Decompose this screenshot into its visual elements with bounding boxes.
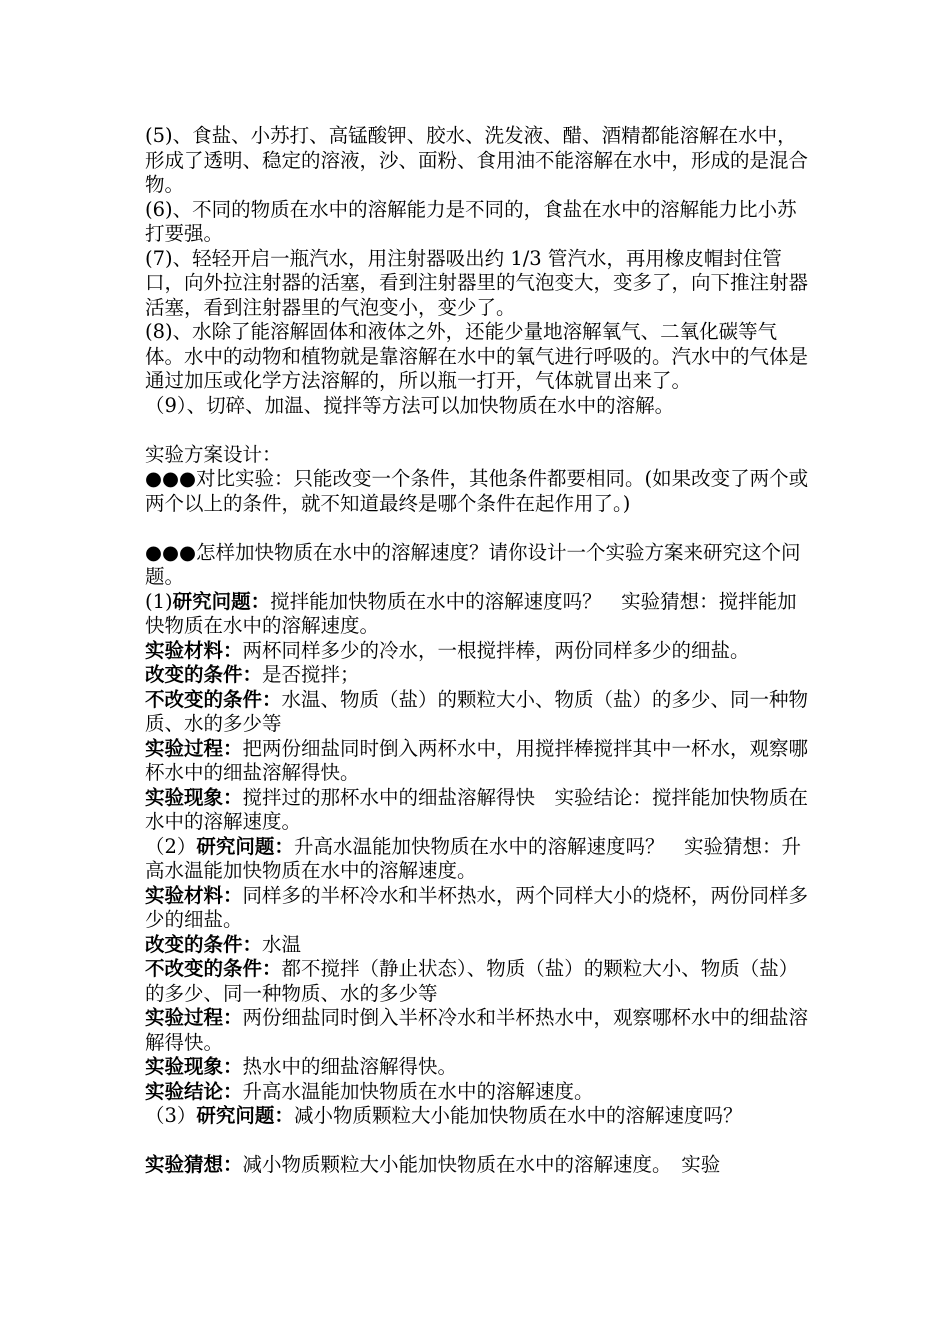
exp1-question	[145, 590, 815, 639]
blank-line	[145, 418, 815, 443]
exp3-question-text: 减小物质颗粒大小能加快物质在水中的溶解速度吗？	[293, 1104, 743, 1127]
exp2-number: （2）	[145, 834, 197, 858]
exp1-changed-condition	[145, 663, 815, 688]
exp1-unchanged-text: 水温、物质（盐）的颗粒大小、物质（盐）的多少、同一种物质、水的多少等	[145, 687, 809, 735]
exp2-phenomenon-text: 热水中的细盐溶解得快。	[242, 1055, 458, 1078]
exp1-unchanged-label: 不改变的条件：	[145, 687, 282, 711]
exp2-process	[145, 1006, 815, 1055]
exp1-phenomenon-label: 实验现象：	[145, 785, 243, 809]
exp3-question	[145, 1104, 815, 1129]
exp2-phenomenon-label: 实验现象：	[145, 1055, 243, 1078]
compare-experiment-note: ●●●对比实验：只能改变一个条件，其他条件都要相同。(如果改变了两个或两个以上的条件，就不知道最终是哪个条件在起作用了。)	[145, 467, 809, 515]
exp1-question-text: 搅拌能加快物质在水中的溶解速度吗？ 实验猜想：搅拌能加快物质在水中的溶解速度。	[145, 589, 797, 637]
exp1-changed-text: 是否搅拌；	[262, 663, 360, 686]
exp2-changed-text: 水温	[262, 932, 302, 956]
exp1-number: (1)	[145, 589, 173, 613]
exp1-process-text: 把两份细盐同时倒入两杯水中，用搅拌棒搅拌其中一杯水，观察哪杯水中的细盐溶解得快。	[145, 736, 809, 784]
exp3-hypothesis-label: 实验猜想：	[145, 1153, 243, 1176]
blank-line	[145, 1129, 815, 1154]
exp2-question-text: 升高水温能加快物质在水中的溶解速度吗？ 实验猜想：升高水温能加快物质在水中的溶解速度。	[145, 834, 801, 882]
exp2-changed-condition	[145, 933, 815, 958]
design-heading: 实验方案设计：	[145, 442, 282, 466]
document-body	[145, 124, 815, 1178]
exp1-materials-text: 两杯同样多少的冷水，一根搅拌棒，两份同样多少的细盐。	[242, 638, 750, 662]
item-6: (6)、不同的物质在水中的溶解能力是不同的，食盐在水中的溶解能力比小苏打要强。	[145, 197, 797, 245]
item-5: (5)、食盐、小苏打、高锰酸钾、胶水、洗发液、醋、酒精都能溶解在水中，形成了透明、稳定的溶液，沙、面粉、食用油不能溶解在水中，形成的是混合物。	[145, 124, 809, 196]
design-question: ●●●怎样加快物质在水中的溶解速度？请你设计一个实验方案来研究这个问题。	[145, 540, 801, 588]
exp2-conclusion-text: 升高水温能加快物质在水中的溶解速度。	[242, 1079, 594, 1103]
exp2-unchanged-text: 都不搅拌（静止状态）、物质（盐）的颗粒大小、物质（盐）的多少、同一种物质、水的多少等	[145, 957, 799, 1005]
exp2-materials-label: 实验材料：	[145, 883, 243, 907]
exp2-changed-label: 改变的条件：	[145, 932, 263, 956]
exp2-question-label: 研究问题：	[196, 834, 294, 858]
blank-line	[145, 516, 815, 541]
exp3-hypothesis	[145, 1153, 815, 1178]
exp2-materials	[145, 884, 815, 933]
exp2-conclusion	[145, 1080, 815, 1105]
exp2-phenomenon	[145, 1055, 815, 1080]
exp2-process-label: 实验过程：	[145, 1006, 243, 1029]
item-8: (8)、水除了能溶解固体和液体之外，还能少量地溶解氧气、二氧化碳等气体。水中的动物和植物就是靠溶解在水中的氧气进行呼吸的。汽水中的气体是通过加压或化学方法溶解的，所以瓶一打开，气体就冒出来了。	[145, 320, 809, 392]
exp3-hypothesis-text: 减小物质颗粒大小能加快物质在水中的溶解速度。 实验	[242, 1153, 721, 1176]
exp3-question-label: 研究问题：	[196, 1104, 294, 1127]
exp1-question-label: 研究问题：	[172, 589, 271, 613]
exp2-materials-text: 同样多的半杯冷水和半杯热水，两个同样大小的烧杯，两份同样多少的细盐。	[145, 883, 809, 931]
exp1-phenomenon-text: 搅拌过的那杯水中的细盐溶解得快 实验结论：搅拌能加快物质在水中的溶解速度。	[145, 785, 809, 833]
exp1-materials	[145, 639, 815, 664]
item-7: (7)、轻轻开启一瓶汽水，用注射器吸出约 1/3 管汽水，再用橡皮帽封住管口，向外拉注射器的活塞，看到注射器里的气泡变大，变多了，向下推注射器活塞，看到注射器里的气泡变小，变少了。	[145, 246, 809, 319]
exp1-process-label: 实验过程：	[145, 736, 243, 760]
exp2-conclusion-label: 实验结论：	[145, 1079, 243, 1103]
exp2-question	[145, 835, 815, 884]
exp1-changed-label: 改变的条件：	[145, 663, 263, 686]
exp2-unchanged-conditions	[145, 957, 815, 1006]
exp1-process	[145, 737, 815, 786]
exp1-unchanged-conditions	[145, 688, 815, 737]
exp1-materials-label: 实验材料：	[145, 638, 243, 662]
exp2-unchanged-label: 不改变的条件：	[145, 957, 282, 980]
exp3-number: （3）	[145, 1104, 197, 1127]
exp1-phenomenon	[145, 786, 815, 835]
item-9: （9）、切碎、加温、搅拌等方法可以加快物质在水中的溶解。	[145, 393, 675, 417]
exp2-process-text: 两份细盐同时倒入半杯冷水和半杯热水中，观察哪杯水中的细盐溶解得快。	[145, 1006, 809, 1054]
